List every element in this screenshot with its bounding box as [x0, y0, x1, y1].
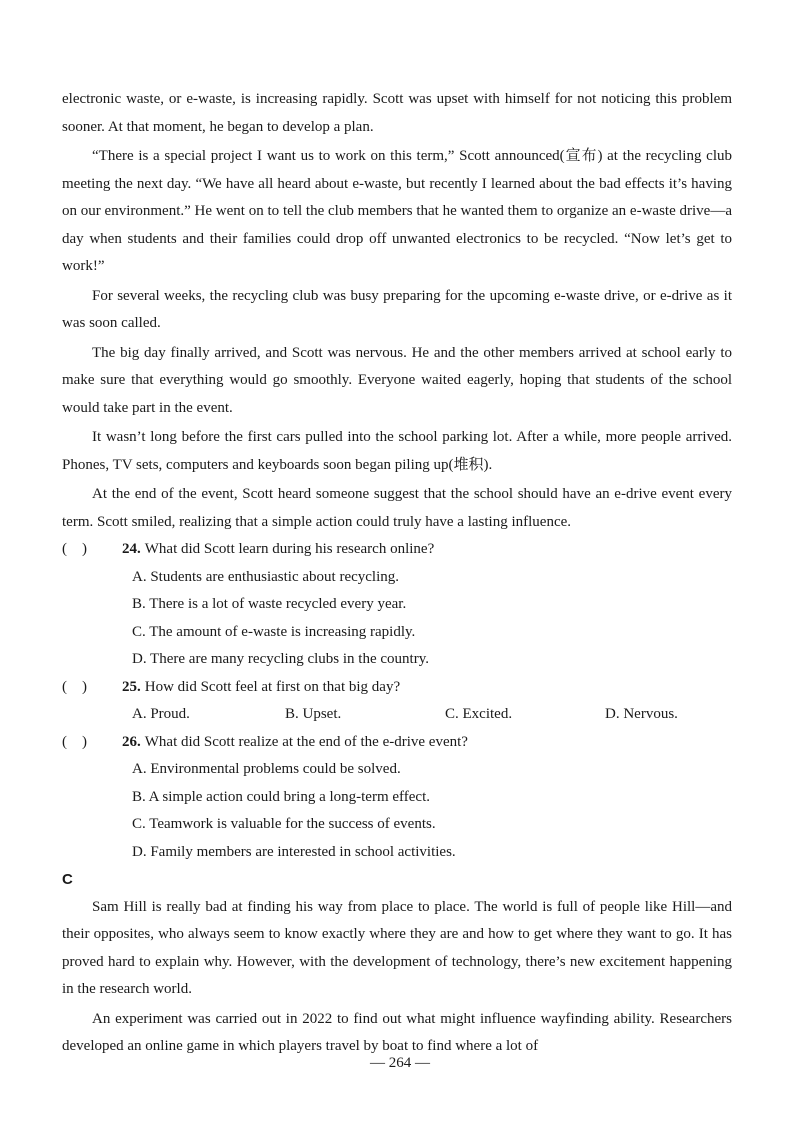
option-b[interactable]: B. A simple action could bring a long-term effect.: [132, 788, 430, 805]
section-c-paragraph-2: An experiment was carried out in 2022 to find out what might influence wayfinding ability. Researchers developed an online game in which players travel by boat to find where a lot of: [62, 1010, 732, 1054]
page-number: — 264 —: [370, 1055, 430, 1071]
option-a[interactable]: A. Proud.: [132, 706, 190, 722]
answer-blank[interactable]: ( ): [62, 541, 87, 557]
section-heading-c: C: [62, 871, 73, 888]
options-24: [62, 564, 732, 674]
option-a[interactable]: A. Environmental problems could be solved.: [132, 761, 401, 777]
option-c[interactable]: C. Excited.: [445, 706, 513, 722]
answer-blank[interactable]: ( ): [62, 733, 87, 750]
option-d[interactable]: D. Nervous.: [605, 706, 678, 722]
paragraph-3: For several weeks, the recycling club was busy preparing for the upcoming e-waste drive, or e-drive as it was soon called.: [62, 287, 732, 331]
option-b[interactable]: B. Upset.: [285, 706, 342, 722]
question-text: What did Scott learn during his research online?: [144, 541, 435, 557]
question-text: What did Scott realize at the end of the e-drive event?: [144, 733, 468, 750]
question-number: 25.: [122, 678, 141, 695]
question-24: [62, 536, 732, 564]
option-c[interactable]: C. The amount of e-waste is increasing rapidly.: [132, 623, 416, 640]
option-b[interactable]: B. There is a lot of waste recycled every year.: [132, 596, 407, 612]
paragraph-6: At the end of the event, Scott heard someone suggest that the school should have an e-drive event every term. Scott smiled, realizing that a simple action could truly have a lasting influence.: [62, 486, 732, 530]
options-26: [62, 756, 732, 866]
passage-b: [62, 86, 732, 1061]
option-d[interactable]: D. Family members are interested in school activities.: [132, 843, 456, 860]
question-25: [62, 674, 732, 702]
option-d[interactable]: D. There are many recycling clubs in the country.: [132, 651, 429, 667]
options-25: [62, 701, 732, 729]
paragraph-1: electronic waste, or e-waste, is increasing rapidly. Scott was upset with himself for not noticing this problem sooner. At that moment, he began to develop a plan.: [62, 91, 732, 135]
question-26: [62, 729, 732, 757]
question-number: 26.: [122, 733, 141, 750]
option-c[interactable]: C. Teamwork is valuable for the success of events.: [132, 816, 436, 832]
paragraph-2: “There is a special project I want us to work on this term,” Scott announced(宣布) at the recycling club meeting the next day. “We have all heard about e-waste, but recently I learned about the bad effects it’s having on our environment.” He went on to tell the club members that he wanted them to organize an e-waste drive—a day when students and their families could drop off unwanted electronics to be recycled. “Now let’s get to work!”: [62, 148, 732, 274]
question-text: How did Scott feel at first on that big day?: [144, 678, 401, 695]
paragraph-5: It wasn’t long before the first cars pulled into the school parking lot. After a while, more people arrived. Phones, TV sets, computers and keyboards soon began piling up(堆积).: [62, 429, 732, 473]
question-number: 24.: [122, 541, 141, 557]
paragraph-4: The big day finally arrived, and Scott was nervous. He and the other members arrived at school early to make sure that everything would go smoothly. Everyone waited eagerly, hoping that students of the school would take part in the event.: [62, 344, 732, 416]
answer-blank[interactable]: ( ): [62, 678, 87, 695]
section-c-paragraph-1: Sam Hill is really bad at finding his way from place to place. The world is full of people like Hill—and their opposites, who always seem to know exactly where they are and how to get where they want to go. It has proved hard to explain why. However, with the development of technology, there’s new excitement happening in the research world.: [62, 898, 732, 997]
option-a[interactable]: A. Students are enthusiastic about recycling.: [132, 568, 400, 585]
